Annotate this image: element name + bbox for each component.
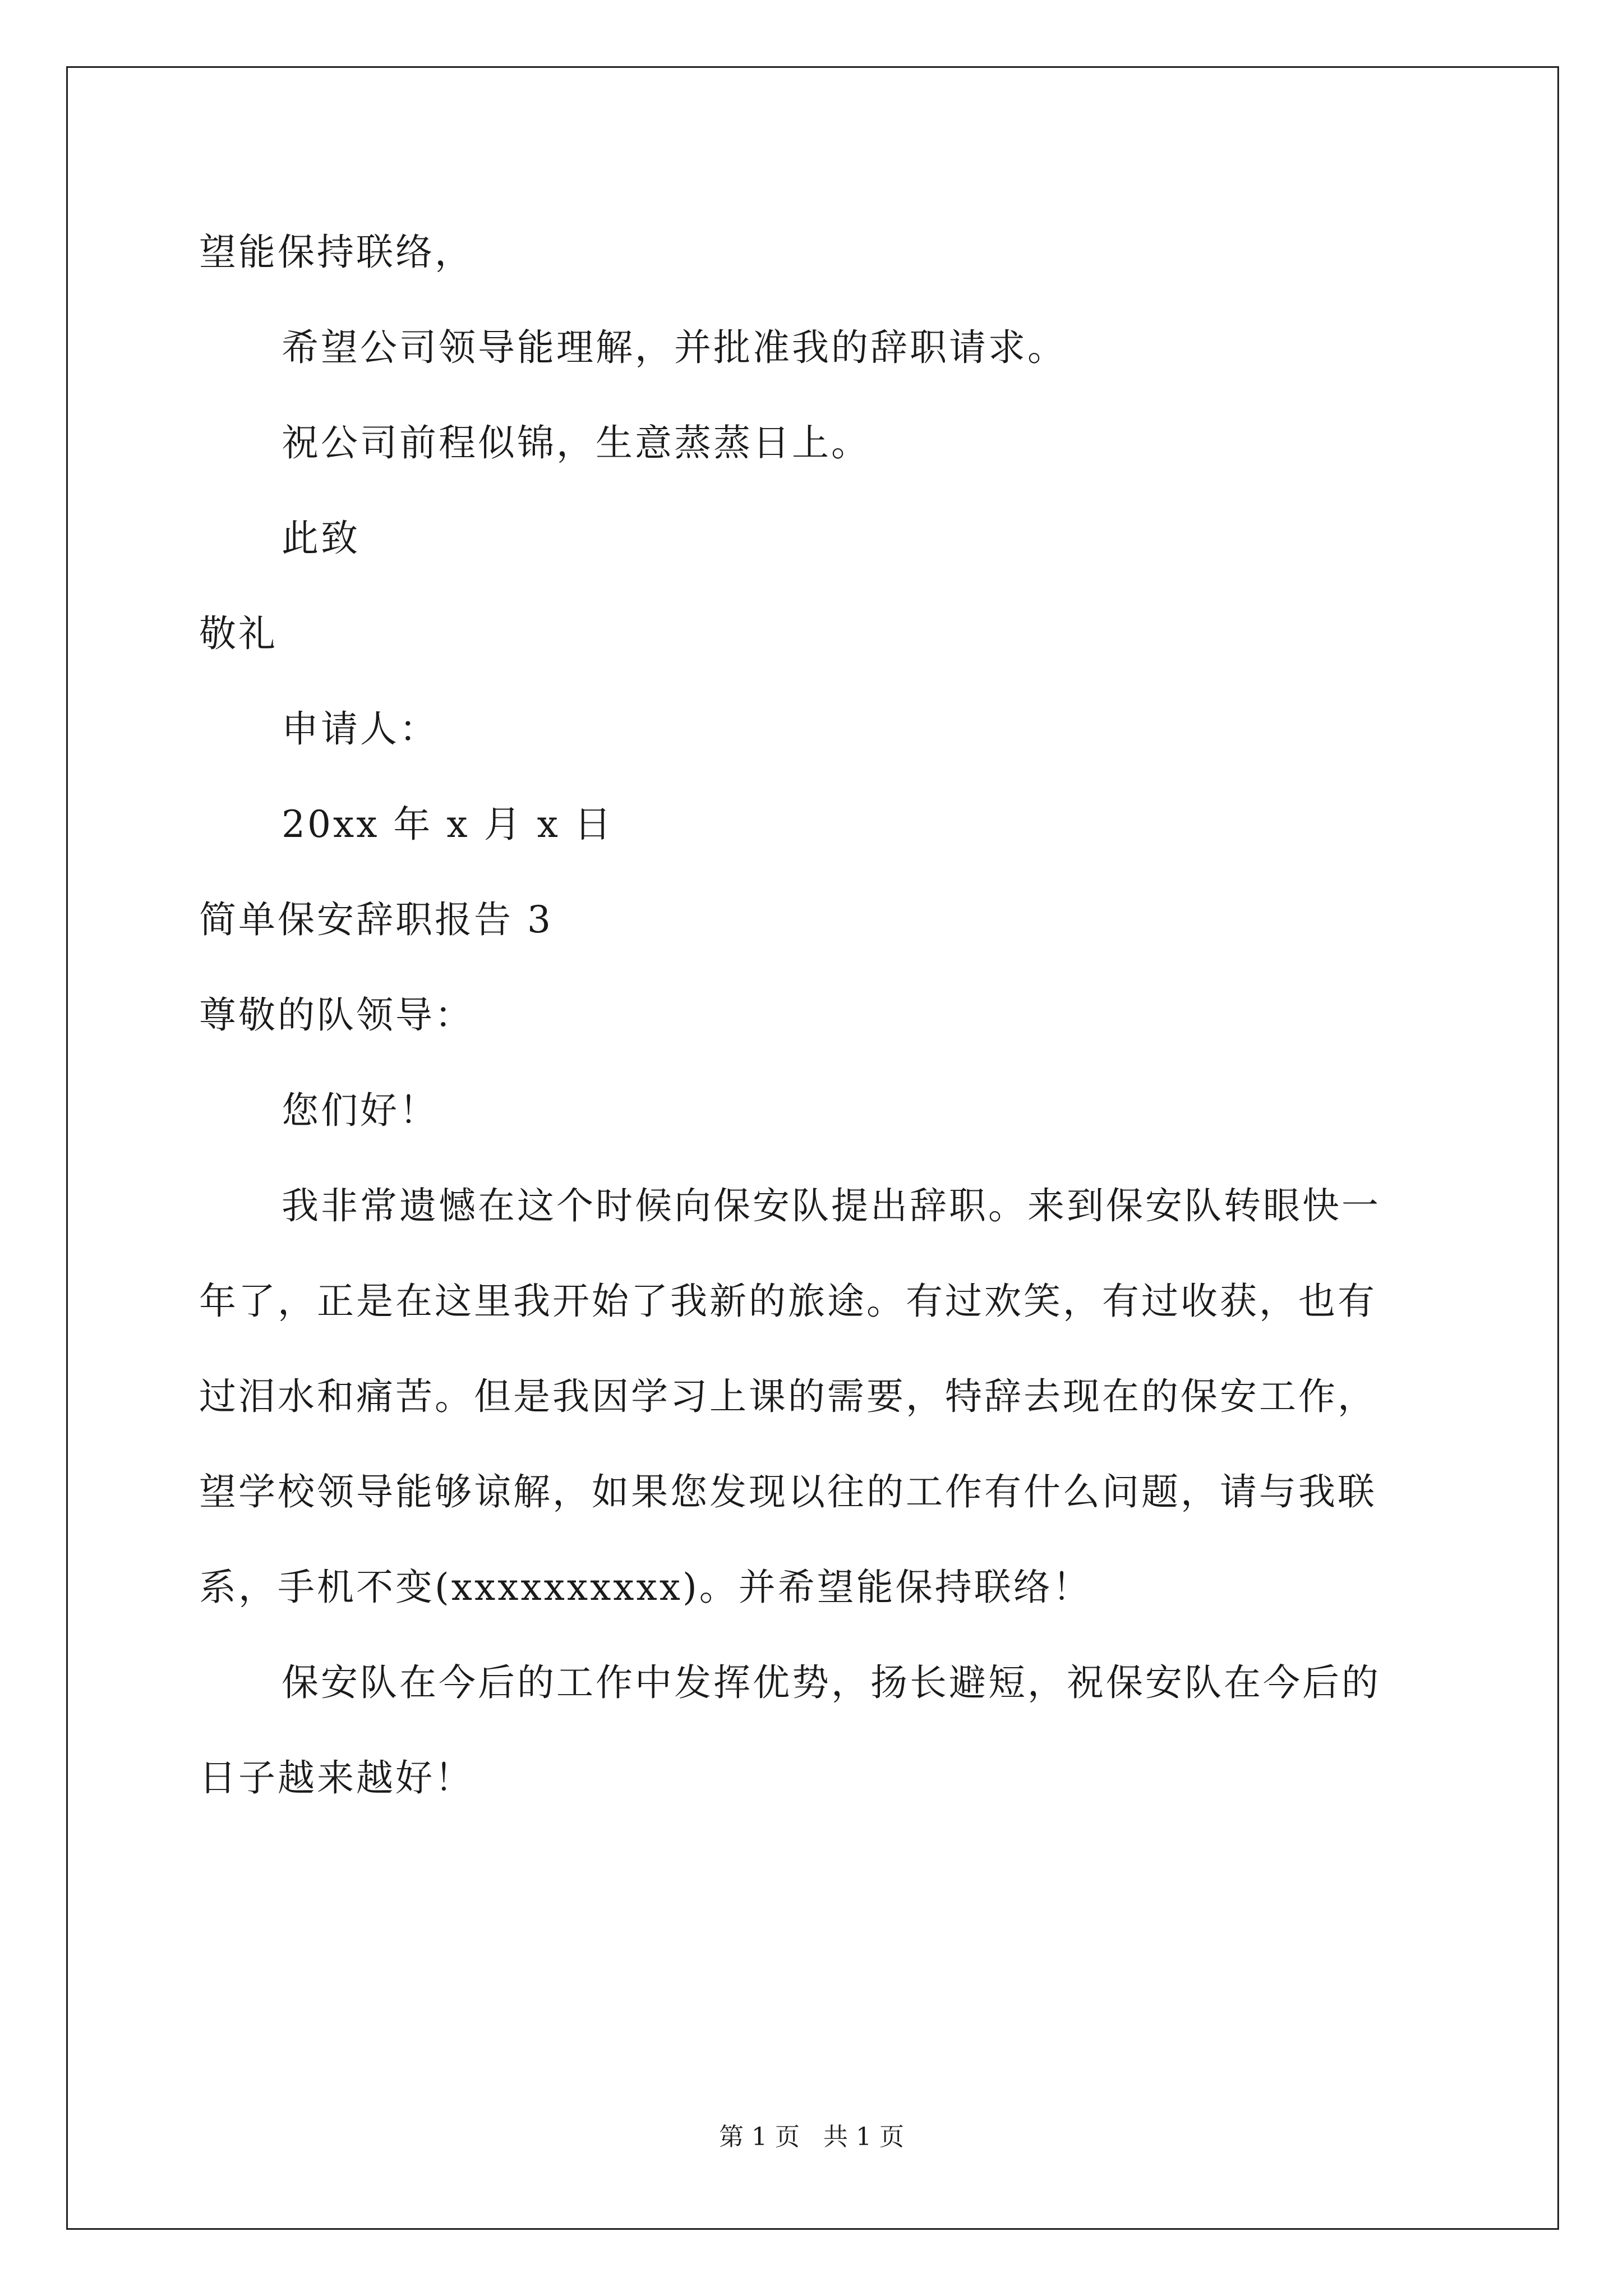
greeting: 您们好！ — [282, 1089, 439, 1132]
text-line: 过泪水和痛苦。但是我因学习上课的需要，特辞去现在的保安工作， — [199, 1375, 1377, 1418]
text-line: 20xx 年 x 月 x 日 — [282, 803, 614, 846]
page-footer: 第 1 页 共 1 页 — [719, 2123, 904, 2151]
salutation: 尊敬的队领导： — [199, 993, 474, 1037]
text-line: 希望公司领导能理解，并批准我的辞职请求。 — [282, 326, 1067, 369]
text-line: 祝公司前程似锦，生意蒸蒸日上。 — [282, 421, 870, 464]
text-line: 望能保持联络， — [199, 231, 474, 274]
section-title: 简单保安辞职报告 3 — [199, 898, 553, 941]
text-line: 日子越来越好！ — [199, 1756, 474, 1800]
text-line: 系，手机不变(xxxxxxxxxx)。并希望能保持联络！ — [199, 1566, 1092, 1609]
text-line: 年了，正是在这里我开始了我新的旅途。有过欢笑，有过收获，也有 — [199, 1280, 1377, 1323]
text-line: 我非常遗憾在这个时候向保安队提出辞职。来到保安队转眼快一 — [282, 1184, 1381, 1227]
text-line: 敬礼 — [199, 612, 278, 655]
page-border — [66, 66, 1559, 2230]
text-line: 申请人： — [282, 707, 439, 751]
text-line: 望学校领导能够谅解，如果您发现以往的工作有什么问题，请与我联 — [199, 1470, 1377, 1513]
text-line: 保安队在今后的工作中发挥优势，扬长避短，祝保安队在今后的 — [282, 1661, 1381, 1704]
text-line: 此致 — [282, 517, 360, 560]
